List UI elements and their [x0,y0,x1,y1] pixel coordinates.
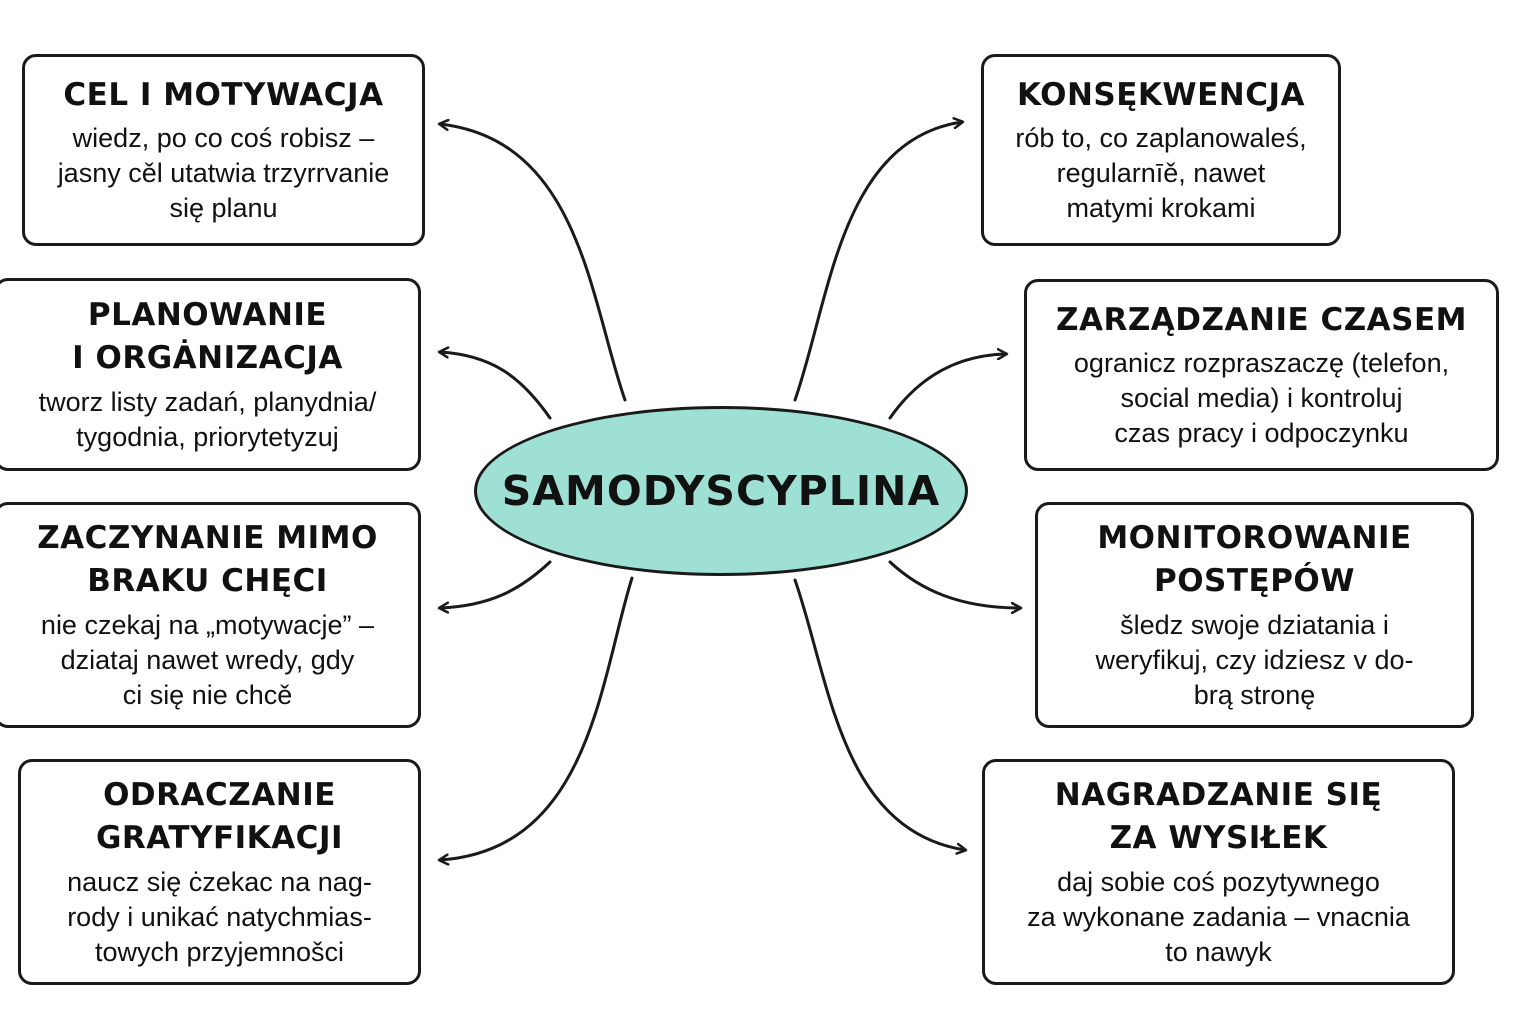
node-description: nie czekaj na „motywacje” – dziataj nawet wredy, gdy ci się nie chcě [40,609,375,710]
node-nagradzanie [982,759,1455,985]
node-description: rób to, co zaplanowaleś, regularnīě, nawet matymi krokami [1015,123,1307,224]
node-cel-i-motywacja [22,54,425,246]
central-topic-title: SAMODYSCYPLINA [501,467,941,515]
node-title: NAGRADZANIE SIĘ ZA WYSIŁEK [1054,776,1383,857]
arrow-to-zarzadzanie [890,354,1006,418]
arrow-to-zaczynanie [440,562,550,608]
arrow-to-planowanie [440,352,550,418]
node-planowanie [0,278,421,471]
node-description: naucz się ċzekac na nag- rody i unikać natychmias- towych przyjemnošci [67,866,372,967]
node-description: šledz swoje dziatania i weryfikuj, czy idziesz v do- brą stronę [1095,609,1414,710]
node-title: CEL I MOTYWACJA [63,76,384,113]
arrow-to-nagradzanie [795,580,965,850]
node-odraczanie [18,759,421,985]
node-title: KONSĘKWENCJA [1016,76,1306,113]
node-zarzadzanie-czasem [1024,279,1499,471]
arrow-to-konsekwencja [795,122,962,400]
node-konsekwencja [981,54,1341,246]
arrow-to-cel [440,124,625,400]
node-monitorowanie [1035,502,1474,728]
node-description: daj sobie coś pozytywnego za wykonane zadania – vnacnia to nawyk [1027,866,1410,967]
central-topic-ellipse [474,406,968,576]
node-title: MONITOROWANIE POSTĘPÓW [1097,519,1412,600]
node-description: tworz listy zadań, planydnia/ tygodnia, priorytetyzuj [38,386,377,452]
node-title: ZARZĄDZANIE CZASEM [1055,301,1468,338]
node-title: PLANOWANIE I ORGȦNIZACJA [72,297,343,377]
arrow-to-odraczanie [440,578,632,860]
node-title: ZACZYNANIE MIMO BRAKU CHĘCI [37,519,378,600]
node-title: ODRACZANIE GRATYFIKACJI [95,776,344,857]
node-description: wiedz, po co coś robisz – jasny cěl utatwia trzyrrvanie się planu [57,123,390,224]
node-zaczynanie [0,502,421,728]
arrow-to-monitorowanie [890,562,1020,608]
node-description: ogranicz rozpraszaczę (telefon, social media) i kontroluj czas pracy i odpoczynku [1073,348,1450,449]
